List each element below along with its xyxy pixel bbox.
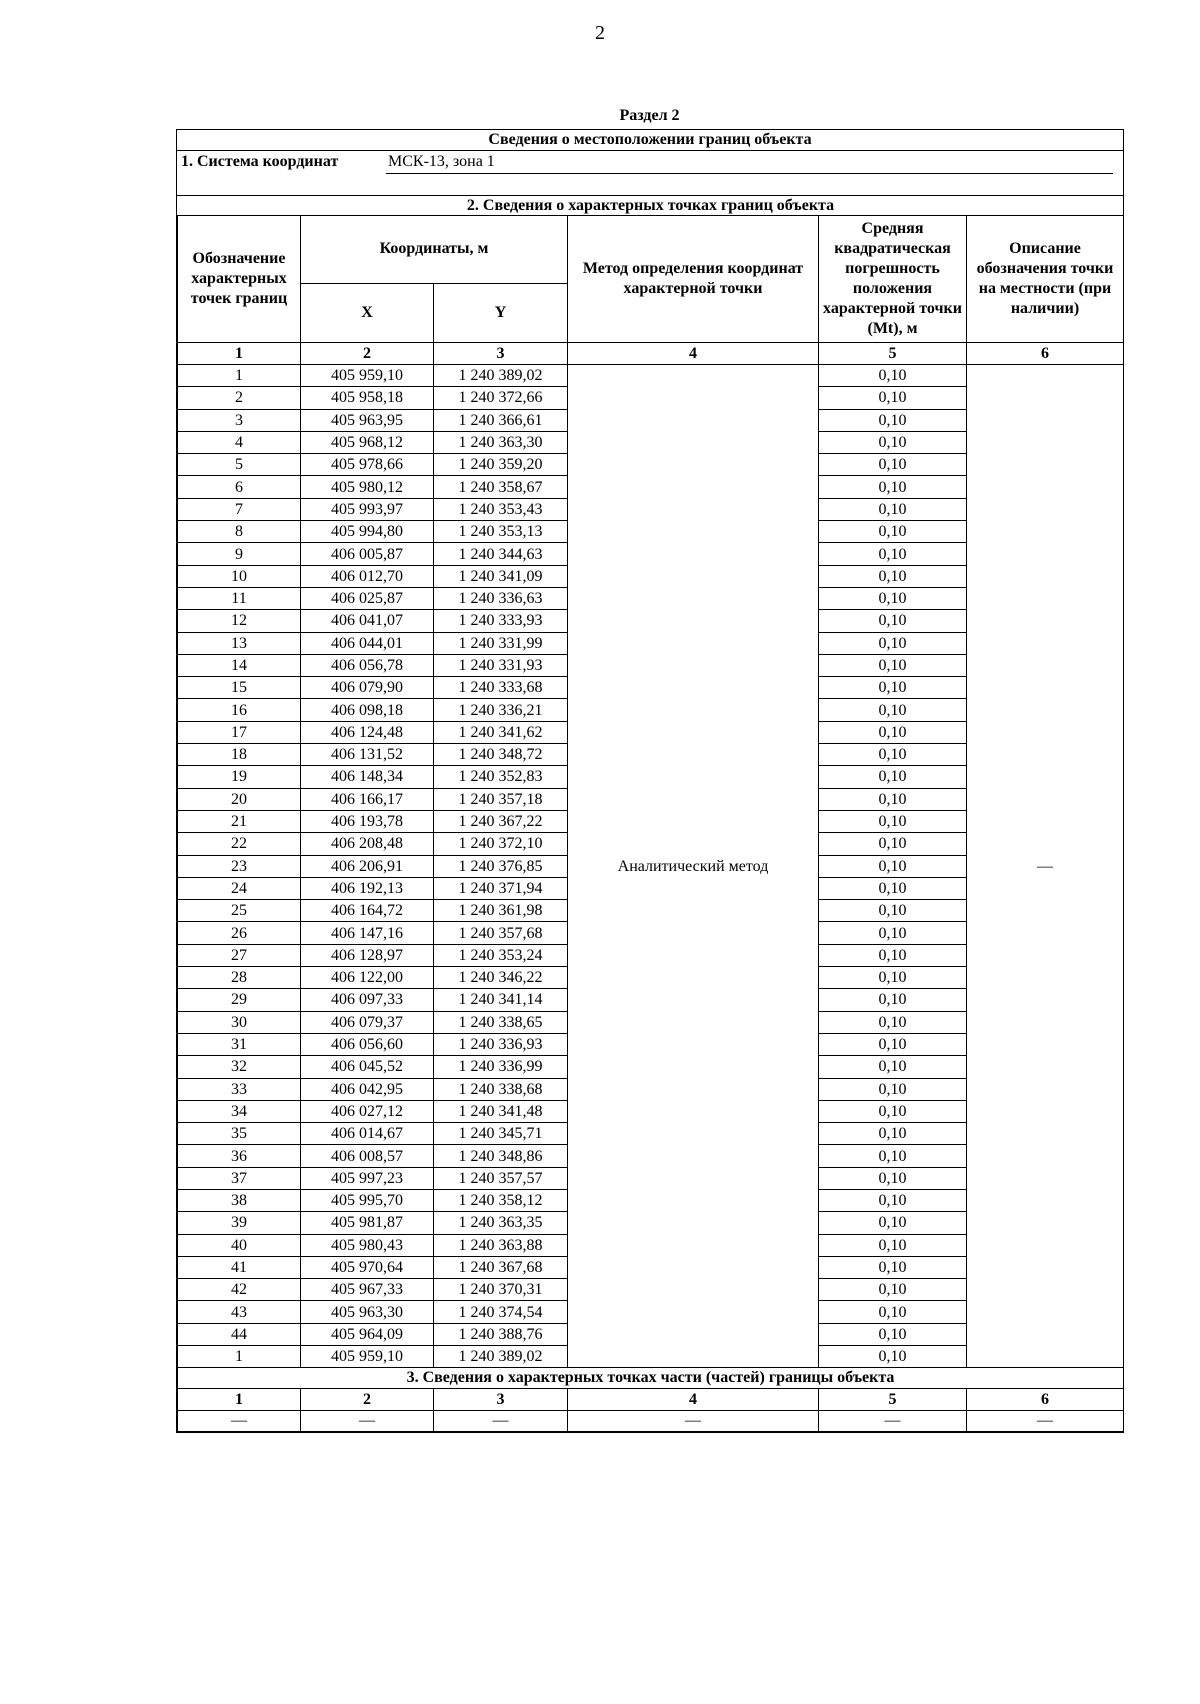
error-cell: 0,10 [819,1011,967,1033]
y-coordinate-cell: 1 240 367,22 [434,810,568,832]
table-row [178,365,1124,387]
x-coordinate-cell: 406 166,17 [301,788,434,810]
point-number-cell: 25 [178,900,301,922]
error-cell: 0,10 [819,387,967,409]
y-coordinate-cell: 1 240 346,22 [434,967,568,989]
y-coordinate-cell: 1 240 372,10 [434,833,568,855]
x-coordinate-cell: 406 124,48 [301,721,434,743]
x-coordinate-cell: 405 967,33 [301,1279,434,1301]
x-coordinate-cell: 406 192,13 [301,877,434,899]
blank-line [177,175,1123,196]
y-coordinate-cell: 1 240 333,68 [434,677,568,699]
point-number-cell: 10 [178,565,301,587]
error-cell: 0,10 [819,587,967,609]
x-coordinate-cell: 406 208,48 [301,833,434,855]
header-error: Средняя квадратическая погрешность положения характерной точки (Mt), м [819,216,967,343]
point-number-cell: 14 [178,654,301,676]
y-coordinate-cell: 1 240 376,85 [434,855,568,877]
point-number-cell: 19 [178,766,301,788]
column-number: 5 [819,343,967,365]
x-coordinate-cell: 406 206,91 [301,855,434,877]
y-coordinate-cell: 1 240 366,61 [434,409,568,431]
error-cell: 0,10 [819,1323,967,1345]
point-number-cell: 18 [178,744,301,766]
y-coordinate-cell: 1 240 353,24 [434,944,568,966]
y-coordinate-cell: 1 240 371,94 [434,877,568,899]
y-coordinate-cell: 1 240 333,93 [434,610,568,632]
coord-system-label: 1. Система координат [181,153,339,170]
column-number: 1 [178,343,301,365]
point-number-cell: 23 [178,855,301,877]
x-coordinate-cell: 405 959,10 [301,1346,434,1368]
error-cell: 0,10 [819,855,967,877]
part-cell: — [819,1411,967,1432]
error-cell: 0,10 [819,944,967,966]
point-number-cell: 30 [178,1011,301,1033]
y-coordinate-cell: 1 240 353,13 [434,521,568,543]
x-coordinate-cell: 406 008,57 [301,1145,434,1167]
error-cell: 0,10 [819,632,967,654]
point-number-cell: 26 [178,922,301,944]
part-cell: — [967,1411,1124,1432]
point-number-cell: 16 [178,699,301,721]
method-cell: Аналитический метод [568,365,819,1368]
y-coordinate-cell: 1 240 363,88 [434,1234,568,1256]
point-number-cell: 15 [178,677,301,699]
y-coordinate-cell: 1 240 388,76 [434,1323,568,1345]
y-coordinate-cell: 1 240 348,86 [434,1145,568,1167]
error-cell: 0,10 [819,833,967,855]
error-cell: 0,10 [819,989,967,1011]
point-number-cell: 22 [178,833,301,855]
y-coordinate-cell: 1 240 359,20 [434,454,568,476]
error-cell: 0,10 [819,967,967,989]
x-coordinate-cell: 406 025,87 [301,587,434,609]
point-number-cell: 11 [178,587,301,609]
y-coordinate-cell: 1 240 389,02 [434,1346,568,1368]
part-column-numbers-row [178,1389,1124,1411]
x-coordinate-cell: 406 042,95 [301,1078,434,1100]
error-cell: 0,10 [819,788,967,810]
column-number: 3 [434,1389,568,1411]
point-number-cell: 41 [178,1256,301,1278]
error-cell: 0,10 [819,1279,967,1301]
y-coordinate-cell: 1 240 358,67 [434,476,568,498]
points-table [177,196,1124,1432]
error-cell: 0,10 [819,565,967,587]
header-point-designation: Обозначение характерных точек границ [178,216,301,343]
x-coordinate-cell: 406 041,07 [301,610,434,632]
x-coordinate-cell: 406 131,52 [301,744,434,766]
point-number-cell: 44 [178,1323,301,1345]
x-coordinate-cell: 406 148,34 [301,766,434,788]
y-coordinate-cell: 1 240 338,65 [434,1011,568,1033]
point-number-cell: 20 [178,788,301,810]
error-cell: 0,10 [819,1078,967,1100]
x-coordinate-cell: 405 963,30 [301,1301,434,1323]
error-cell: 0,10 [819,1189,967,1211]
y-coordinate-cell: 1 240 374,54 [434,1301,568,1323]
error-cell: 0,10 [819,766,967,788]
x-coordinate-cell: 406 164,72 [301,900,434,922]
points-table-body [178,365,1124,1368]
error-cell: 0,10 [819,498,967,520]
y-coordinate-cell: 1 240 341,48 [434,1100,568,1122]
x-coordinate-cell: 406 045,52 [301,1056,434,1078]
coord-system-value: МСК-13, зона 1 [386,151,1113,174]
x-coordinate-cell: 405 980,43 [301,1234,434,1256]
point-number-cell: 39 [178,1212,301,1234]
y-coordinate-cell: 1 240 367,68 [434,1256,568,1278]
point-number-cell: 3 [178,409,301,431]
y-coordinate-cell: 1 240 344,63 [434,543,568,565]
x-coordinate-cell: 405 997,23 [301,1167,434,1189]
point-number-cell: 13 [178,632,301,654]
y-coordinate-cell: 1 240 357,68 [434,922,568,944]
error-cell: 0,10 [819,409,967,431]
column-number: 4 [568,343,819,365]
header-description: Описание обозначения точки на местности (при наличии) [967,216,1124,343]
y-coordinate-cell: 1 240 331,99 [434,632,568,654]
point-number-cell: 36 [178,1145,301,1167]
error-cell: 0,10 [819,521,967,543]
y-coordinate-cell: 1 240 357,18 [434,788,568,810]
x-coordinate-cell: 405 981,87 [301,1212,434,1234]
x-coordinate-cell: 406 147,16 [301,922,434,944]
y-coordinate-cell: 1 240 363,35 [434,1212,568,1234]
error-cell: 0,10 [819,431,967,453]
point-number-cell: 32 [178,1056,301,1078]
error-cell: 0,10 [819,1346,967,1368]
header-y: Y [434,283,568,342]
x-coordinate-cell: 405 958,18 [301,387,434,409]
point-number-cell: 42 [178,1279,301,1301]
y-coordinate-cell: 1 240 389,02 [434,365,568,387]
error-cell: 0,10 [819,1123,967,1145]
part-cell: — [301,1411,434,1432]
y-coordinate-cell: 1 240 336,93 [434,1033,568,1055]
x-coordinate-cell: 405 978,66 [301,454,434,476]
x-coordinate-cell: 405 993,97 [301,498,434,520]
part-section-title: 3. Сведения о характерных точках части (частей) границы объекта [178,1368,1124,1389]
error-cell: 0,10 [819,877,967,899]
error-cell: 0,10 [819,654,967,676]
y-coordinate-cell: 1 240 352,83 [434,766,568,788]
x-coordinate-cell: 406 044,01 [301,632,434,654]
page-number: 2 [595,22,605,44]
x-coordinate-cell: 405 959,10 [301,365,434,387]
x-coordinate-cell: 405 980,12 [301,476,434,498]
y-coordinate-cell: 1 240 336,99 [434,1056,568,1078]
x-coordinate-cell: 405 994,80 [301,521,434,543]
x-coordinate-cell: 406 079,90 [301,677,434,699]
point-number-cell: 4 [178,431,301,453]
coord-system-line [177,151,1123,175]
column-number: 5 [819,1389,967,1411]
header-x: X [301,283,434,342]
point-number-cell: 21 [178,810,301,832]
part-cell: — [178,1411,301,1432]
error-cell: 0,10 [819,1212,967,1234]
part-cell: — [568,1411,819,1432]
point-number-cell: 28 [178,967,301,989]
error-cell: 0,10 [819,900,967,922]
error-cell: 0,10 [819,1234,967,1256]
error-cell: 0,10 [819,1167,967,1189]
y-coordinate-cell: 1 240 336,63 [434,587,568,609]
part-empty-row [178,1411,1124,1432]
x-coordinate-cell: 405 963,95 [301,409,434,431]
y-coordinate-cell: 1 240 336,21 [434,699,568,721]
x-coordinate-cell: 406 193,78 [301,810,434,832]
error-cell: 0,10 [819,454,967,476]
column-number: 1 [178,1389,301,1411]
point-number-cell: 27 [178,944,301,966]
point-number-cell: 17 [178,721,301,743]
y-coordinate-cell: 1 240 341,14 [434,989,568,1011]
x-coordinate-cell: 406 014,67 [301,1123,434,1145]
error-cell: 0,10 [819,543,967,565]
point-number-cell: 6 [178,476,301,498]
point-number-cell: 1 [178,1346,301,1368]
y-coordinate-cell: 1 240 357,57 [434,1167,568,1189]
point-number-cell: 31 [178,1033,301,1055]
point-number-cell: 24 [178,877,301,899]
point-number-cell: 2 [178,387,301,409]
error-cell: 0,10 [819,610,967,632]
column-number: 4 [568,1389,819,1411]
error-cell: 0,10 [819,1256,967,1278]
error-cell: 0,10 [819,1301,967,1323]
error-cell: 0,10 [819,1100,967,1122]
header-method: Метод определения координат характерной точки [568,216,819,343]
column-number: 2 [301,1389,434,1411]
point-number-cell: 29 [178,989,301,1011]
y-coordinate-cell: 1 240 331,93 [434,654,568,676]
error-cell: 0,10 [819,744,967,766]
point-number-cell: 37 [178,1167,301,1189]
error-cell: 0,10 [819,1145,967,1167]
y-coordinate-cell: 1 240 363,30 [434,431,568,453]
error-cell: 0,10 [819,365,967,387]
column-number: 6 [967,1389,1124,1411]
error-cell: 0,10 [819,922,967,944]
x-coordinate-cell: 405 970,64 [301,1256,434,1278]
header-coordinates: Координаты, м [301,216,568,284]
point-number-cell: 35 [178,1123,301,1145]
x-coordinate-cell: 406 079,37 [301,1011,434,1033]
x-coordinate-cell: 406 027,12 [301,1100,434,1122]
point-number-cell: 5 [178,454,301,476]
points-section-title: 2. Сведения о характерных точках границ объекта [178,196,1124,216]
x-coordinate-cell: 406 097,33 [301,989,434,1011]
column-numbers-row [178,343,1124,365]
column-number: 3 [434,343,568,365]
point-number-cell: 8 [178,521,301,543]
point-number-cell: 9 [178,543,301,565]
y-coordinate-cell: 1 240 341,09 [434,565,568,587]
x-coordinate-cell: 405 995,70 [301,1189,434,1211]
x-coordinate-cell: 406 005,87 [301,543,434,565]
point-number-cell: 7 [178,498,301,520]
part-cell: — [434,1411,568,1432]
point-number-cell: 43 [178,1301,301,1323]
x-coordinate-cell: 406 098,18 [301,699,434,721]
error-cell: 0,10 [819,476,967,498]
point-number-cell: 1 [178,365,301,387]
error-cell: 0,10 [819,721,967,743]
x-coordinate-cell: 406 128,97 [301,944,434,966]
y-coordinate-cell: 1 240 353,43 [434,498,568,520]
x-coordinate-cell: 406 012,70 [301,565,434,587]
column-number: 6 [967,343,1124,365]
boundary-info-box [176,129,1124,1433]
description-cell: — [967,365,1124,1368]
point-number-cell: 12 [178,610,301,632]
y-coordinate-cell: 1 240 370,31 [434,1279,568,1301]
error-cell: 0,10 [819,677,967,699]
error-cell: 0,10 [819,810,967,832]
column-number: 2 [301,343,434,365]
y-coordinate-cell: 1 240 358,12 [434,1189,568,1211]
y-coordinate-cell: 1 240 348,72 [434,744,568,766]
y-coordinate-cell: 1 240 372,66 [434,387,568,409]
object-title: Сведения о местоположении границ объекта [177,130,1123,151]
error-cell: 0,10 [819,1056,967,1078]
x-coordinate-cell: 406 122,00 [301,967,434,989]
point-number-cell: 33 [178,1078,301,1100]
y-coordinate-cell: 1 240 338,68 [434,1078,568,1100]
error-cell: 0,10 [819,1033,967,1055]
point-number-cell: 38 [178,1189,301,1211]
point-number-cell: 34 [178,1100,301,1122]
error-cell: 0,10 [819,699,967,721]
x-coordinate-cell: 405 964,09 [301,1323,434,1345]
x-coordinate-cell: 405 968,12 [301,431,434,453]
point-number-cell: 40 [178,1234,301,1256]
y-coordinate-cell: 1 240 341,62 [434,721,568,743]
section-title: Раздел 2 [619,107,680,124]
x-coordinate-cell: 406 056,78 [301,654,434,676]
y-coordinate-cell: 1 240 345,71 [434,1123,568,1145]
x-coordinate-cell: 406 056,60 [301,1033,434,1055]
y-coordinate-cell: 1 240 361,98 [434,900,568,922]
